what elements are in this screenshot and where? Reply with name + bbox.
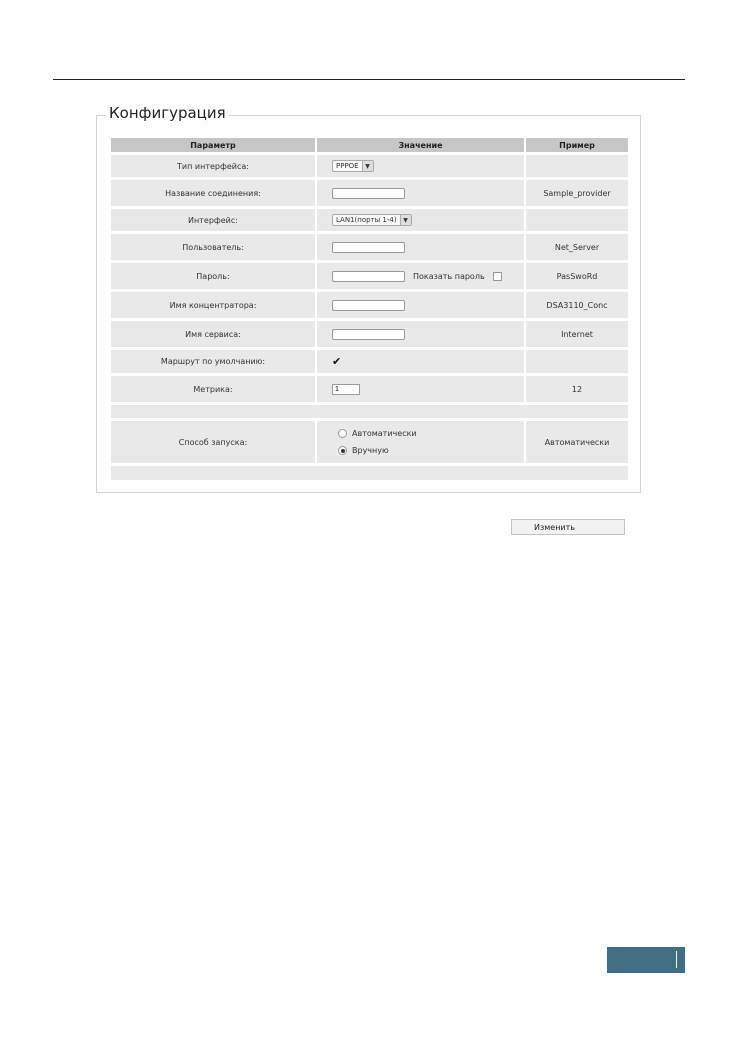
row-value [317,234,524,260]
radio-auto[interactable] [338,429,347,438]
launch-manual-option[interactable] [338,446,389,455]
concentrator-input[interactable] [332,300,405,311]
radio-selected-dot [341,449,345,453]
row-value [317,321,524,347]
row-example: DSA3110_Conc [526,292,628,318]
radio-manual[interactable] [338,446,347,455]
table-row [111,321,628,347]
interface-select[interactable] [332,214,412,226]
table-row [111,234,628,260]
spacer-row [111,405,628,418]
row-label: Название соединения: [111,180,315,206]
launch-auto-option[interactable] [338,429,417,438]
row-label: Тип интерфейса: [111,155,315,177]
row-example: Sample_provider [526,180,628,206]
row-example: Автоматически [526,421,628,463]
row-label: Пользователь: [111,234,315,260]
iface-type-value: PPPOE [336,162,359,170]
spacer-cell [111,405,628,418]
radio-auto-label: Автоматически [352,429,417,438]
table-row [111,180,628,206]
header-example: Пример [526,138,628,152]
row-example [526,209,628,231]
spacer-row [111,466,628,480]
top-divider [53,79,685,80]
password-input[interactable] [332,271,405,282]
row-value [317,421,524,463]
row-label: Способ запуска: [111,421,315,463]
default-route-checkbox[interactable]: ✔ [332,355,342,368]
row-label: Имя сервиса: [111,321,315,347]
fieldset-legend: Конфигурация [106,104,229,122]
table-header [111,138,628,152]
row-example [526,155,628,177]
show-password-checkbox[interactable] [493,272,502,281]
table-row [111,421,628,463]
chevron-down-icon: ▼ [400,215,411,225]
row-label: Пароль: [111,263,315,289]
username-input[interactable] [332,242,405,253]
table-row [111,155,628,177]
iface-type-select[interactable] [332,160,374,172]
row-label: Метрика: [111,376,315,402]
row-value [317,350,524,373]
row-example: PasSwoRd [526,263,628,289]
row-label: Интерфейс: [111,209,315,231]
row-example [526,350,628,373]
radio-manual-label: Вручную [352,446,389,455]
row-label: Маршрут по умолчанию: [111,350,315,373]
table-row [111,292,628,318]
table-row [111,209,628,231]
row-example: Internet [526,321,628,347]
change-button[interactable]: Изменить [511,519,625,535]
service-name-input[interactable] [332,329,405,340]
show-password-label: Показать пароль [413,271,485,281]
spacer-cell [111,466,628,480]
row-value [317,292,524,318]
header-param: Параметр [111,138,315,152]
table-row [111,263,628,289]
row-example: 12 [526,376,628,402]
chevron-down-icon: ▼ [362,161,373,171]
connection-name-input[interactable] [332,188,405,199]
row-value [317,180,524,206]
row-value [317,263,524,289]
row-example: Net_Server [526,234,628,260]
metric-input[interactable] [332,384,360,395]
table-row [111,350,628,373]
page-badge [607,947,685,973]
row-value [317,155,524,177]
badge-separator [676,951,677,968]
interface-value: LAN1(порты 1-4) [336,216,397,224]
header-value: Значение [317,138,524,152]
row-label: Имя концентратора: [111,292,315,318]
table-row [111,376,628,402]
row-value [317,376,524,402]
row-value [317,209,524,231]
